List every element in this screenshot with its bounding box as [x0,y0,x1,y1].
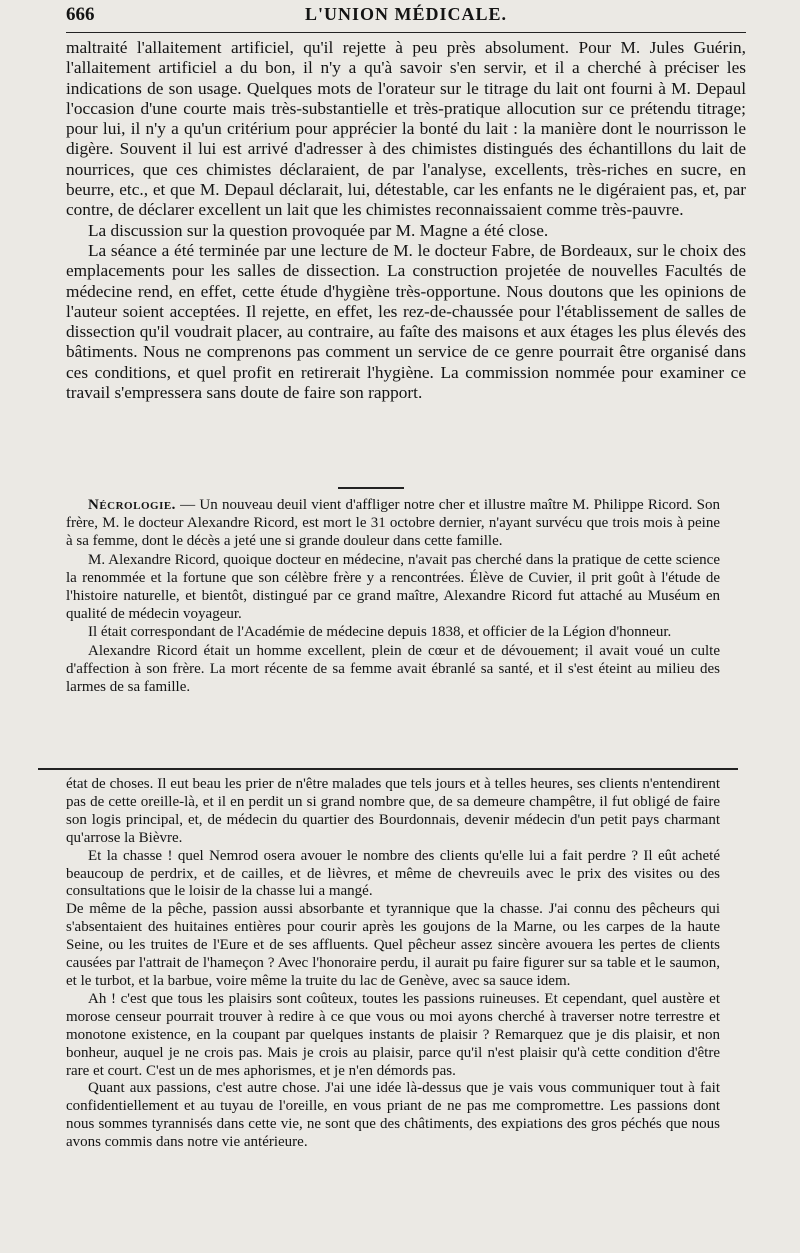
feuilleton-paragraph: Ah ! c'est que tous les plaisirs sont coûteux, toutes les passions ruineuses. Et cependant, quel austère et morose censeur pourrait trouver à redire à ce que vous ou moi ayons cherché à traverser notre terrestre et monotone existence, en la coupant par quelques instants de plaisir ? Remarquez que je dis plaisir, et non bonheur, auquel je ne crois pas. Mais je crois au plaisir, parce qu'il n'est plaisir qu'à cette condition d'être rare et court. C'est un de mes aphorismes, et je n'en démords pas. [66,990,720,1079]
page-header [66,4,746,30]
necrology-section [66,496,720,696]
necrology-paragraph: M. Alexandre Ricord, quoique docteur en médecine, n'avait pas cherché dans la pratique de cette science la renommée et la fortune que son célèbre frère y a rencontrées. Élève de Cuvier, il prit goût à l'étude de l'histoire naturelle, et bientôt, distingué par ce grand maître, Alexandre Ricord fut attaché au Muséum en qualité de médecin voyageur. [66,551,720,623]
necrology-heading: Nécrologie. [88,497,176,513]
article-paragraph: La séance a été terminée par une lecture de M. le docteur Fabre, de Bordeaux, sur le choix des emplacements pour les salles de dissection. La construction projetée de nouvelles Facultés de médecine rend, en effet, cette étude d'hygiène très-opportune. Nous doutons que les opinions de l'auteur soient acceptées. Il rejette, en effet, les rez-de-chaussée pour l'établissement de salles de dissection qu'il voudrait placer, au contraire, au faîte des maisons et aux étages les plus élevés des bâtiments. Nous ne comprenons pas comment un service de ce genre pourrait être organisé dans ces conditions, et quel profit en retirerait l'hygiène. La commission nommée pour examiner ce travail s'empressera sans doute de faire son rapport. [66,240,746,403]
header-rule [66,32,746,33]
feuilleton-paragraph: Et la chasse ! quel Nemrod osera avouer le nombre des clients qu'elle lui a fait perdre ? Il eût acheté beaucoup de perdrix, et de cailles, et de lièvres, et même de chevreuils avec le prix des visites ou des consultations que le loisir de la chasse lui a mangé. [66,847,720,900]
article-paragraph: La discussion sur la question provoquée par M. Magne a été close. [88,220,549,240]
necrology-paragraph: Il était correspondant de l'Académie de médecine depuis 1838, et officier de la Légion d'honneur. [88,624,672,641]
page-number: 666 [66,4,95,25]
feuilleton-section [66,776,720,1152]
journal-title: L'UNION MÉDICALE. [304,4,508,24]
section-divider [338,487,404,489]
feuilleton-paragraph: Quant aux passions, c'est autre chose. J'ai une idée là-dessus que je vais vous communiquer tout à fait confidentiellement et au tuyau de l'oreille, en vous priant de ne pas me compromettre. Les passions dont nous sommes tyrannisés dans cette vie, ne sont que des châtiments, des expiations des gros péchés que nous avons commis dans notre vie antérieure. [66,1080,720,1151]
main-article [66,38,746,403]
necrology-paragraph: Alexandre Ricord était un homme excellent, plein de cœur et de dévouement; il avait voué un culte d'affection à son frère. La mort récente de sa femme avait ébranlé sa santé, et il s'est éteint au milieu des larmes de sa famille. [66,642,720,696]
article-paragraph: maltraité l'allaitement artificiel, qu'il rejette à peu près absolument. Pour M. Jules Guérin, l'allaitement artificiel a du bon, il n'y a qu'à savoir s'en servir, et il a cherché à préciser les indications de son usage. Quelques mots de l'orateur sur le titrage du lait ont fourni à M. Depaul l'occasion d'une courte mais très-substantielle et très-pratique allocution sur ce prétendu titrage; pour lui, il n'y a qu'un critérium pour apprécier la bonté du lait : la manière dont le nourrisson le digère. Souvent il lui est arrivé d'adresser à des chimistes distingués des échantillons du lait de nourrices, que ces chimistes déclaraient, de par l'analyse, excellents, très-riches en sucre, en beurre, etc., et que M. Depaul déclarait, lui, détestable, car les enfants ne le digéraient pas, et, par contre, de déclarer excellent un lait que les chimistes reconnaissaient comme très-pauvre. [66,38,746,220]
feuilleton-paragraph: De même de la pêche, passion aussi absorbante et tyrannique que la chasse. J'ai connu des pêcheurs qui s'absentaient des huitaines entières pour courir après les goujons de la Marne, ou les carpes de la haute Seine, ou les truites de l'Eure et de ses affluents. Quel pêcheur assez sincère avouera les pertes de clients causées par l'attrait de l'hameçon ? Avec l'honoraire perdu, il aurait pu faire figurer sur sa table et le saumon, et le turbot, et la barbue, voire même la truite du lac de Genève, avec sa sauce idem. [66,901,720,989]
necrology-text: — Un nouveau deuil vient d'affliger notre cher et illustre maître M. Philippe Ricord. Son frère, M. le docteur Alexandre Ricord, est mort le 31 octobre dernier, n'ayant survécu que trois mois à peine à sa femme, dont le décès a jeté une si grande douleur dans cette famille. [66,497,721,550]
feuilleton-rule [38,768,738,770]
necrology-paragraph [66,496,720,551]
feuilleton-paragraph: état de choses. Il eut beau les prier de n'être malades que tels jours et à telles heures, ses clients n'entendirent pas de cette oreille-là, et il en perdit un si grand nombre que, de sa demeure champêtre, il fut obligé de faire son logis principal, et, de médecin du quartier des Bourdonnais, devenir médecin d'un petit pays charmant qu'arrose la Bièvre. [66,776,720,846]
